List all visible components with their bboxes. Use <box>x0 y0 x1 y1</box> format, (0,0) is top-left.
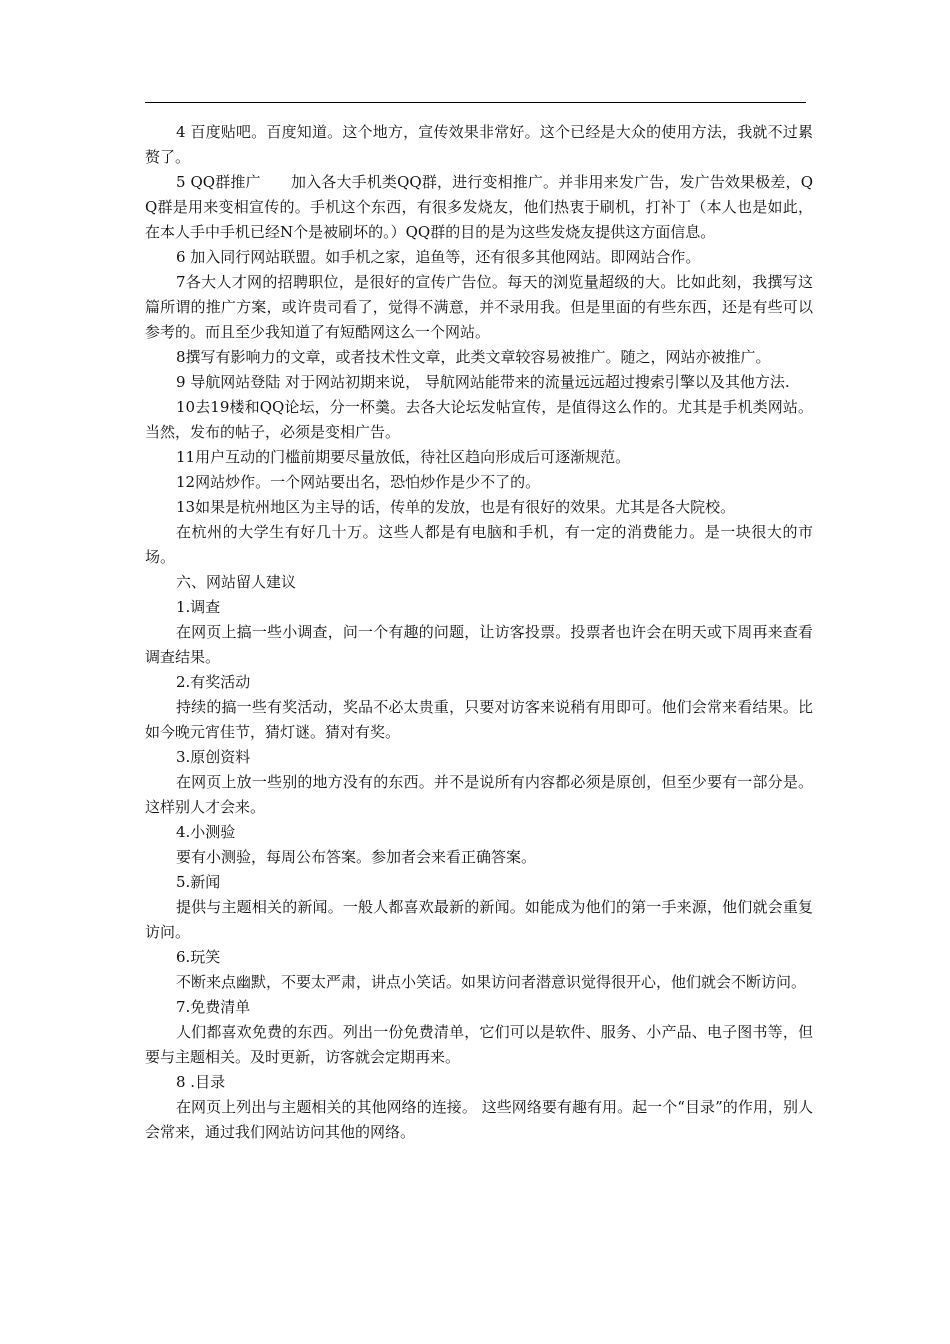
section-heading: 六、网站留人建议 <box>176 573 297 591</box>
item-heading: 4.小测验 <box>176 823 236 841</box>
paragraph: 11用户互动的门槛前期要尽量放低，待社区趋向形成后可逐渐规范。 <box>176 448 631 466</box>
paragraph: 在杭州的大学生有好几十万。这些人都是有电脑和手机，有一定的消费能力。是一块很大的市场。 <box>145 523 813 566</box>
paragraph: 人们都喜欢免费的东西。列出一份免费清单，它们可以是软件、服务、小产品、电子图书等，但要与主题相关。及时更新，访客就会定期再来。 <box>145 1023 813 1066</box>
paragraph: 8撰写有影响力的文章，或者技术性文章，此类文章较容易被推广。随之，网站亦被推广。 <box>176 348 771 366</box>
paragraph: 在网页上列出与主题相关的其他网络的连接。 这些网络要有趣有用。起一个“目录”的作用，别人会常来，通过我们网站访问其他的网络。 <box>145 1098 813 1141</box>
paragraph: 4 百度贴吧。百度知道。这个地方，宣传效果非常好。这个已经是大众的使用方法，我就不过累赘了。 <box>145 123 813 166</box>
paragraph: 7各大人才网的招聘职位，是很好的宣传广告位。每天的浏览量超级的大。比如此刻，我撰写这篇所谓的推广方案，或许贵司看了，觉得不满意，并不录用我。但是里面的有些东西，还是有些可以参考的。而且至少我知道了有短酷网这么一个网站。 <box>145 273 813 341</box>
document-body <box>145 120 813 1145</box>
item-heading: 2.有奖活动 <box>176 673 251 691</box>
paragraph: 9 导航网站登陆 对于网站初期来说， 导航网站能带来的流量远远超过搜索引擎以及其他方法. <box>176 373 790 391</box>
item-heading: 7.免费清单 <box>176 998 251 1016</box>
paragraph: 6 加入同行网站联盟。如手机之家，追鱼等，还有很多其他网站。即网站合作。 <box>176 248 701 266</box>
paragraph: 在网页上放一些别的地方没有的东西。并不是说所有内容都必须是原创，但至少要有一部分是。这样别人才会来。 <box>145 773 813 816</box>
header-rule <box>145 102 806 103</box>
paragraph: 在网页上搞一些小调查，问一个有趣的问题，让访客投票。投票者也许会在明天或下周再来查看调查结果。 <box>145 623 813 666</box>
paragraph: 12网站炒作。一个网站要出名，恐怕炒作是少不了的。 <box>176 473 541 491</box>
paragraph: 提供与主题相关的新闻。一般人都喜欢最新的新闻。如能成为他们的第一手来源，他们就会重复访问。 <box>145 898 813 941</box>
paragraph: 要有小测验，每周公布答案。参加者会来看正确答案。 <box>176 848 537 866</box>
item-heading: 1.调查 <box>176 598 221 616</box>
item-heading: 6.玩笑 <box>176 948 221 966</box>
item-heading: 8 .目录 <box>176 1073 226 1091</box>
item-heading: 5.新闻 <box>176 873 221 891</box>
paragraph: 不断来点幽默，不要太严肃，讲点小笑话。如果访问者潜意识觉得很开心，他们就会不断访问。 <box>176 973 807 991</box>
paragraph: 13如果是杭州地区为主导的话，传单的发放，也是有很好的效果。尤其是各大院校。 <box>176 498 736 516</box>
paragraph: 10去19楼和QQ论坛，分一杯羹。去各大论坛发帖宣传，是值得这么作的。尤其是手机类网站。当然，发布的帖子，必须是变相广告。 <box>145 398 813 441</box>
item-heading: 3.原创资料 <box>176 748 251 766</box>
paragraph: 持续的搞一些有奖活动，奖品不必太贵重，只要对访客来说稍有用即可。他们会常来看结果。比如今晚元宵佳节，猜灯谜。猜对有奖。 <box>145 698 813 741</box>
paragraph: 5 QQ群推广 加入各大手机类QQ群，进行变相推广。并非用来发广告，发广告效果极差，QQ群是用来变相宣传的。手机这个东西，有很多发烧友，他们热衷于刷机，打补丁（本人也是如此，在本人手中手机已经N个是被刷坏的。）QQ群的目的是为这些发烧友提供这方面信息。 <box>145 173 813 241</box>
